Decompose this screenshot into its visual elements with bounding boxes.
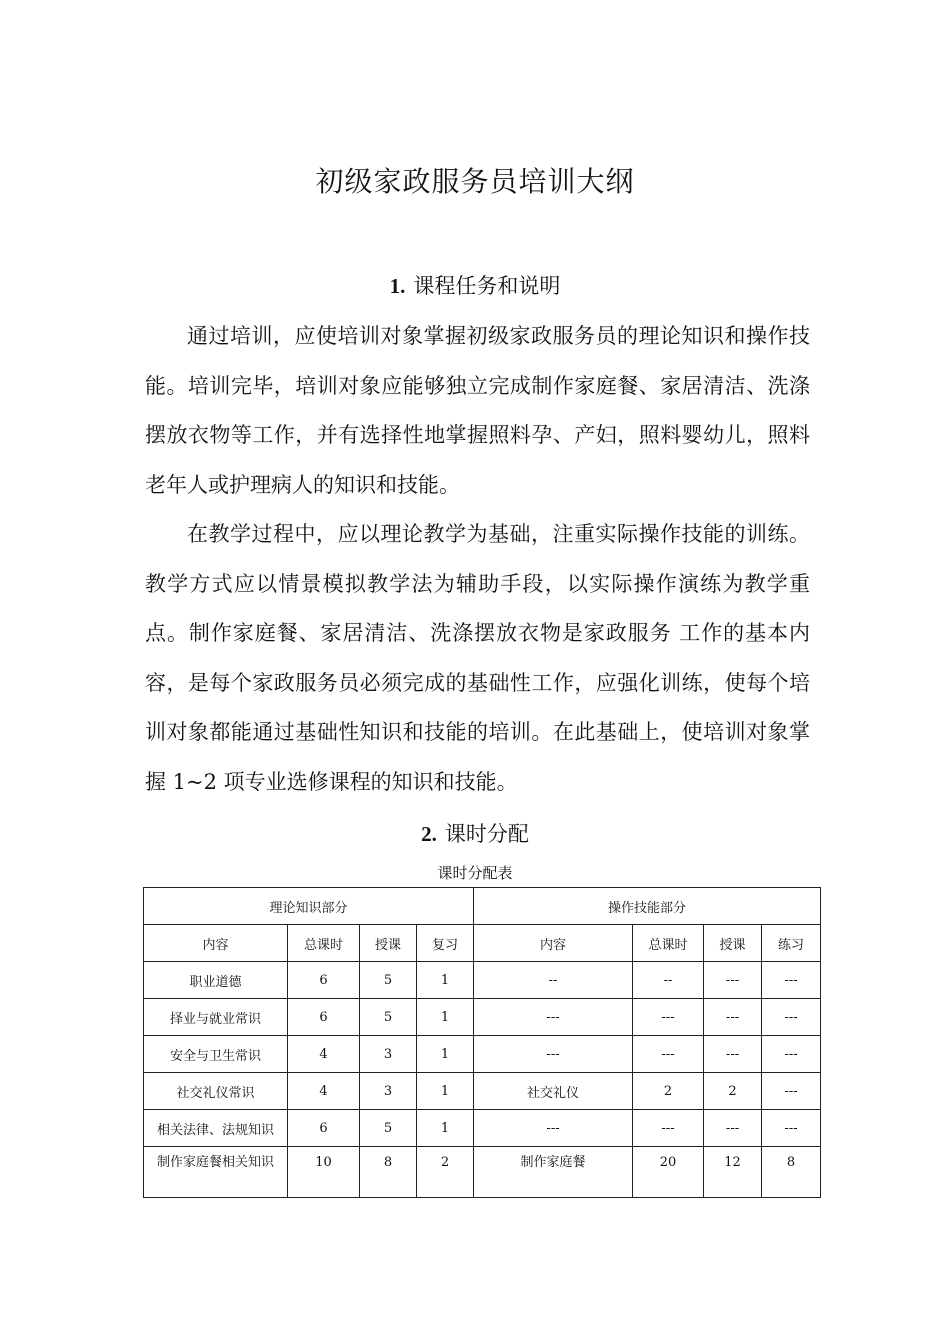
section-2-heading: [0, 818, 950, 848]
section-1-title: 课程任务和说明: [413, 274, 561, 298]
table-cell: 1: [417, 999, 474, 1036]
table-cell: 安全与卫生常识: [144, 1036, 288, 1073]
document-title: 初级家政服务员培训大纲: [315, 165, 635, 198]
table-cell: ---: [762, 1073, 821, 1110]
hours-allocation-table: [143, 887, 821, 1198]
table-cell: 12: [704, 1147, 762, 1198]
column-header: 授课: [704, 925, 762, 962]
table-cell: 2: [417, 1147, 474, 1198]
column-header: 内容: [144, 925, 288, 962]
table-row: [144, 1110, 821, 1147]
table-cell: ---: [474, 1036, 633, 1073]
table-cell: ---: [762, 962, 821, 999]
table-cell: ---: [704, 962, 762, 999]
table-cell: 10: [288, 1147, 360, 1198]
table-cell: 8: [360, 1147, 417, 1198]
table-cell: --: [474, 962, 633, 999]
table-cell: 职业道德: [144, 962, 288, 999]
table-cell: ---: [704, 999, 762, 1036]
column-header: 总课时: [288, 925, 360, 962]
table-row: [144, 962, 821, 999]
table-cell: 5: [360, 999, 417, 1036]
table-cell: 3: [360, 1073, 417, 1110]
section-1-paragraph-1: 通过培训，应使培训对象掌握初级家政服务员的理论知识和操作技能。培训完毕，培训对象应能够独立完成制作家庭餐、家居清洁、洗涤摆放衣物等工作，并有选择性地掌握照料孕、产妇，照料婴幼儿，照料老年人或护理病人的知识和技能。: [145, 324, 810, 497]
table-row: [144, 1036, 821, 1073]
section-2-number: 2.: [421, 822, 437, 846]
table-row: [144, 999, 821, 1036]
table-cell: 制作家庭餐: [474, 1147, 633, 1198]
table-cell: ---: [762, 1036, 821, 1073]
section-2-title: 课时分配: [444, 822, 529, 846]
table-cell: 1: [417, 962, 474, 999]
table-cell: 4: [288, 1073, 360, 1110]
table-cell: --: [633, 962, 704, 999]
table-cell: 6: [288, 1110, 360, 1147]
table-caption: 课时分配表: [437, 864, 513, 882]
column-header: 总课时: [633, 925, 704, 962]
table-cell: 4: [288, 1036, 360, 1073]
table-cell: ---: [704, 1036, 762, 1073]
table-cell: 20: [633, 1147, 704, 1198]
section-1-number: 1.: [389, 274, 406, 298]
group-header-practice: 操作技能部分: [474, 888, 821, 925]
table-cell: 5: [360, 1110, 417, 1147]
table-cell: ---: [633, 999, 704, 1036]
table-cell: 1: [417, 1036, 474, 1073]
table-cell: 社交礼仪常识: [144, 1073, 288, 1110]
table-cell: 5: [360, 962, 417, 999]
table-row: [144, 1073, 821, 1110]
table-cell: 8: [762, 1147, 821, 1198]
table-cell: 2: [704, 1073, 762, 1110]
group-header-theory: 理论知识部分: [144, 888, 474, 925]
table-cell: ---: [762, 999, 821, 1036]
table-cell: ---: [633, 1110, 704, 1147]
column-header: 复习: [417, 925, 474, 962]
section-1-heading: [0, 270, 950, 300]
table-cell: ---: [633, 1036, 704, 1073]
table-cell: ---: [474, 999, 633, 1036]
table-cell: 择业与就业常识: [144, 999, 288, 1036]
table-cell: 1: [417, 1110, 474, 1147]
table-cell: 制作家庭餐相关知识: [144, 1147, 288, 1198]
table-cell: 社交礼仪: [474, 1073, 633, 1110]
table-cell: 1: [417, 1073, 474, 1110]
table-group-header-row: [144, 888, 821, 925]
table-cell: 3: [360, 1036, 417, 1073]
table-cell: 相关法律、法规知识: [144, 1110, 288, 1147]
table-cell: 6: [288, 999, 360, 1036]
table-cell: ---: [474, 1110, 633, 1147]
table-column-header-row: [144, 925, 821, 962]
table-cell: 6: [288, 962, 360, 999]
column-header: 练习: [762, 925, 821, 962]
column-header: 授课: [360, 925, 417, 962]
section-1-paragraph-2: 在教学过程中，应以理论教学为基础，注重实际操作技能的训练。教学方式应以情景模拟教学法为辅助手段，以实际操作演练为教学重点。制作家庭餐、家居清洁、洗涤摆放衣物是家政服务 工作的基本内容，是每个家政服务员必须完成的基础性工作，应强化训练，使每个培训对象都能通过基础性知识和技能的培训。在此基础上，使培训对象掌握 1~2 项专业选修课程的知识和技能。: [145, 522, 810, 794]
column-header: 内容: [474, 925, 633, 962]
table-row: [144, 1147, 821, 1198]
table-cell: ---: [762, 1110, 821, 1147]
table-cell: ---: [704, 1110, 762, 1147]
table-cell: 2: [633, 1073, 704, 1110]
